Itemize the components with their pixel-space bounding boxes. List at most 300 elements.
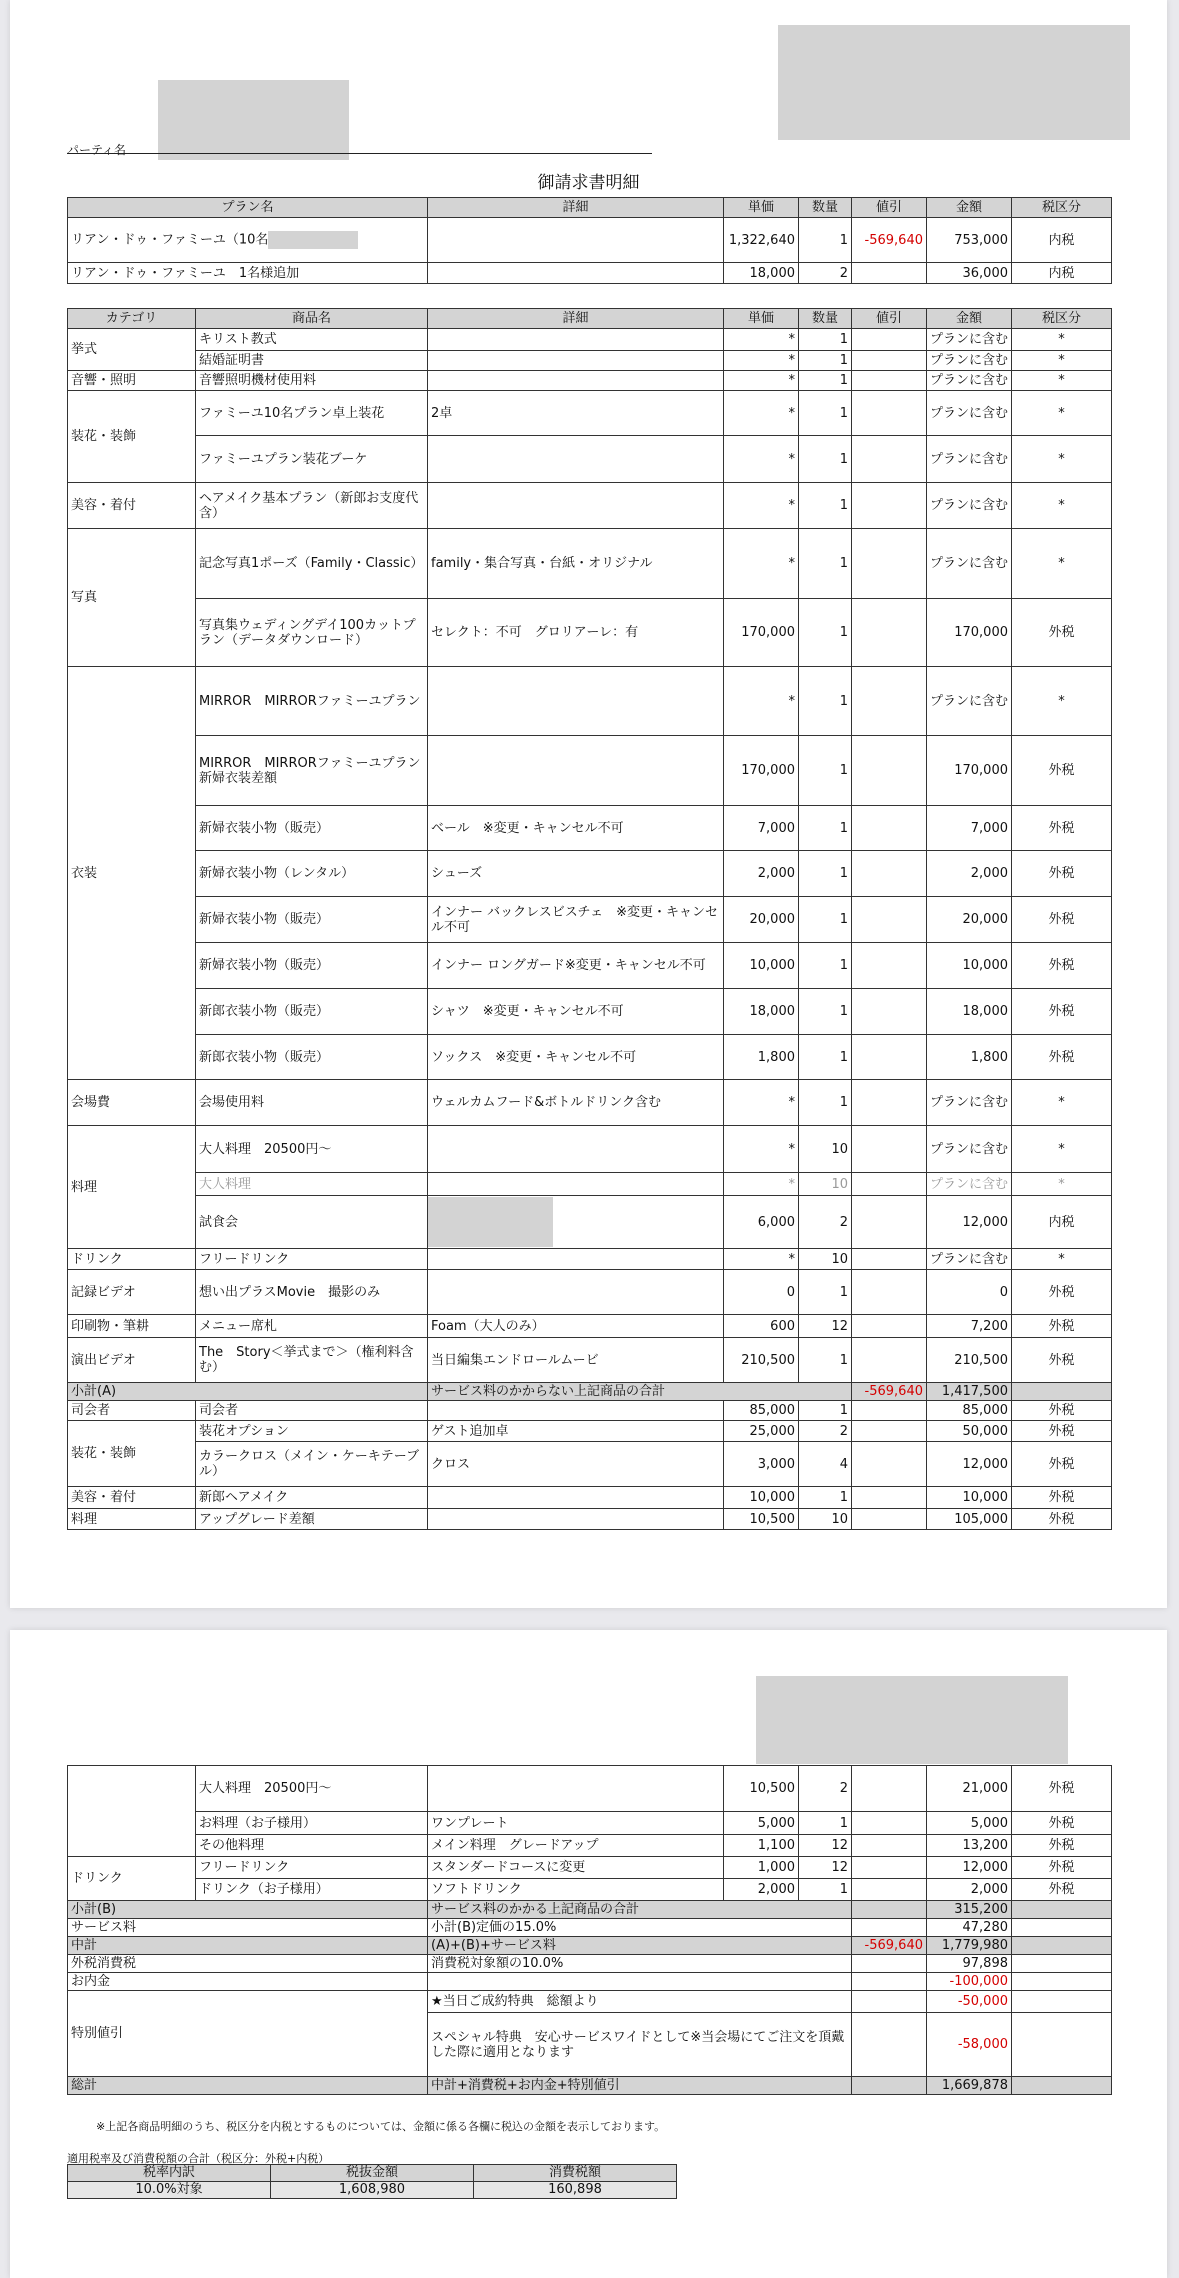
item-discount	[852, 1487, 927, 1509]
plan-tax: 内税	[1012, 263, 1112, 284]
item-category: 演出ビデオ	[68, 1338, 196, 1383]
item-price: *	[724, 1080, 799, 1126]
summary-label: 中計	[68, 1937, 428, 1955]
item-detail	[428, 329, 724, 351]
item-tax: 外税	[1012, 1421, 1112, 1442]
summary-amount: -100,000	[927, 1973, 1012, 1991]
table-row	[68, 897, 1112, 943]
item-discount	[852, 1249, 927, 1270]
item-name: 新婦衣装小物（販売）	[196, 897, 428, 943]
item-discount	[852, 989, 927, 1035]
item-category: 装花・装飾	[68, 391, 196, 483]
table-row	[68, 1338, 1112, 1383]
table-row	[68, 1401, 1112, 1421]
item-discount	[852, 1196, 927, 1249]
item-tax: *	[1012, 436, 1112, 483]
plan-discount: -569,640	[852, 218, 927, 263]
summary-label: サービス料	[68, 1919, 428, 1937]
item-name: 新郎ヘアメイク	[196, 1487, 428, 1509]
item-detail	[428, 736, 724, 806]
item-qty: 4	[799, 1442, 852, 1487]
item-amount: 2,000	[927, 851, 1012, 897]
subtotal-a-row	[68, 1383, 1112, 1401]
item-detail	[428, 1509, 724, 1530]
item-tax: 外税	[1012, 1857, 1112, 1879]
plan-row	[68, 218, 1112, 263]
item-detail	[428, 351, 724, 371]
table-row	[68, 806, 1112, 851]
item-detail: ベール ※変更・キャンセル不可	[428, 806, 724, 851]
item-tax: 外税	[1012, 1766, 1112, 1812]
table-row	[68, 943, 1112, 989]
plan-qty: 2	[799, 263, 852, 284]
item-detail	[428, 436, 724, 483]
empty-cell	[1012, 1919, 1112, 1937]
col-amount: 金額	[927, 309, 1012, 329]
item-discount	[852, 1080, 927, 1126]
item-discount	[852, 806, 927, 851]
item-price: 18,000	[724, 989, 799, 1035]
item-tax: 外税	[1012, 943, 1112, 989]
summary-amount: 315,200	[927, 1901, 1012, 1919]
item-tax: 外税	[1012, 1315, 1112, 1338]
item-amount: 105,000	[927, 1509, 1012, 1530]
table-row	[68, 329, 1112, 351]
item-qty: 1	[799, 989, 852, 1035]
item-qty: 10	[799, 1509, 852, 1530]
col-category: カテゴリ	[68, 309, 196, 329]
item-tax: *	[1012, 1080, 1112, 1126]
item-amount: 1,800	[927, 1035, 1012, 1080]
item-price: *	[724, 436, 799, 483]
item-qty: 1	[799, 1812, 852, 1835]
item-amount: 18,000	[927, 989, 1012, 1035]
item-tax: 外税	[1012, 1812, 1112, 1835]
item-discount	[852, 1766, 927, 1812]
summary-row-special	[68, 1991, 1112, 2013]
item-price: 0	[724, 1270, 799, 1315]
table-row	[68, 1509, 1112, 1530]
item-category: 印刷物・筆耕	[68, 1315, 196, 1338]
summary-amount: -50,000	[927, 1991, 1012, 2013]
item-tax: *	[1012, 1249, 1112, 1270]
summary-detail: ★当日ご成約特典 総額より	[428, 1991, 852, 2013]
summary-discount	[852, 1919, 927, 1937]
item-detail	[428, 1401, 724, 1421]
item-amount: 12,000	[927, 1857, 1012, 1879]
item-category: ドリンク	[68, 1857, 196, 1901]
item-discount	[852, 1509, 927, 1530]
item-price: 210,500	[724, 1338, 799, 1383]
item-name: 新婦衣装小物（販売）	[196, 943, 428, 989]
item-name: 大人料理 20500円〜	[196, 1766, 428, 1812]
empty-cell	[852, 1991, 927, 2013]
item-price: 3,000	[724, 1442, 799, 1487]
item-name: 新婦衣装小物（レンタル）	[196, 851, 428, 897]
item-tax: 外税	[1012, 1270, 1112, 1315]
item-tax: *	[1012, 371, 1112, 391]
taxable-amount: 1,608,980	[271, 2182, 474, 2199]
table-row	[68, 1080, 1112, 1126]
item-amount: 13,200	[927, 1835, 1012, 1857]
summary-discount: -569,640	[852, 1937, 927, 1955]
tax-summary-row	[68, 2182, 677, 2199]
item-detail: ウェルカムフード&ボトルドリンク含む	[428, 1080, 724, 1126]
item-price: 10,000	[724, 1487, 799, 1509]
item-amount: プランに含む	[927, 1173, 1012, 1196]
summary-detail: 消費税対象額の10.0%	[428, 1955, 852, 1973]
document-title: 御請求書明細	[537, 173, 640, 193]
item-tax: 外税	[1012, 1879, 1112, 1901]
item-amount: プランに含む	[927, 1080, 1012, 1126]
table-row	[68, 851, 1112, 897]
table-row	[68, 1249, 1112, 1270]
item-discount	[852, 1173, 927, 1196]
item-name: 会場使用料	[196, 1080, 428, 1126]
item-discount	[852, 897, 927, 943]
col-quantity: 数量	[799, 198, 852, 218]
item-discount	[852, 736, 927, 806]
item-category: 美容・着付	[68, 483, 196, 529]
item-price: *	[724, 529, 799, 599]
plan-amount: 36,000	[927, 263, 1012, 284]
item-detail	[428, 667, 724, 736]
item-tax: 外税	[1012, 1442, 1112, 1487]
col-product-name: 商品名	[196, 309, 428, 329]
item-name: 写真集ウェディングデイ100カットプラン（データダウンロード）	[196, 599, 428, 667]
item-price: 1,800	[724, 1035, 799, 1080]
item-tax: *	[1012, 351, 1112, 371]
item-qty: 1	[799, 329, 852, 351]
empty-cell	[1012, 1937, 1112, 1955]
item-price: 6,000	[724, 1196, 799, 1249]
item-amount: 2,000	[927, 1879, 1012, 1901]
item-qty: 1	[799, 599, 852, 667]
item-price: *	[724, 667, 799, 736]
tax-rate: 10.0%対象	[68, 2182, 271, 2199]
item-amount: プランに含む	[927, 1126, 1012, 1173]
item-price: *	[724, 1173, 799, 1196]
footnote: ※上記各商品明細のうち、税区分を内税とするものについては、金額に係る各欄に税込の金額を表示しております。	[96, 2120, 666, 2133]
item-detail	[428, 371, 724, 391]
item-discount	[852, 1035, 927, 1080]
table-row	[68, 1766, 1112, 1812]
item-name: フリードリンク	[196, 1249, 428, 1270]
summary-discount	[852, 2077, 927, 2095]
item-price: 2,000	[724, 851, 799, 897]
table-row	[68, 351, 1112, 371]
col-tax-type: 税区分	[1012, 198, 1112, 218]
item-discount	[852, 391, 927, 436]
summary-amount: 1,669,878	[927, 2077, 1012, 2095]
tax-summary-table	[67, 2164, 677, 2199]
item-amount: 12,000	[927, 1196, 1012, 1249]
item-discount	[852, 529, 927, 599]
col-tax-type: 税区分	[1012, 309, 1112, 329]
item-name: 想い出プラスMovie 撮影のみ	[196, 1270, 428, 1315]
item-qty: 1	[799, 371, 852, 391]
item-qty: 1	[799, 1401, 852, 1421]
summary-row-subtotal_b	[68, 1901, 1112, 1919]
item-detail	[428, 1249, 724, 1270]
table-row	[68, 1126, 1112, 1173]
item-name: フリードリンク	[196, 1857, 428, 1879]
party-name-label: パーティ名	[67, 143, 127, 157]
plan-detail	[428, 263, 724, 284]
summary-detail: 小計(B)定価の15.0%	[428, 1919, 852, 1937]
summary-label: 総計	[68, 2077, 428, 2095]
item-detail: ソフトドリンク	[428, 1879, 724, 1901]
item-name: 大人料理 20500円〜	[196, 1126, 428, 1173]
item-amount: 10,000	[927, 1487, 1012, 1509]
taxable-amount-header: 税抜金額	[271, 2165, 474, 2182]
item-name: 新婦衣装小物（販売）	[196, 806, 428, 851]
plan-amount: 753,000	[927, 218, 1012, 263]
summary-label: お内金	[68, 1973, 428, 1991]
plan-qty: 1	[799, 218, 852, 263]
empty-cell	[852, 2013, 927, 2077]
item-tax: *	[1012, 529, 1112, 599]
table-row	[68, 483, 1112, 529]
summary-row-tax	[68, 1955, 1112, 1973]
item-amount: 85,000	[927, 1401, 1012, 1421]
summary-label: 特別値引	[68, 1991, 428, 2077]
plan-detail	[428, 218, 724, 263]
item-category: 音響・照明	[68, 371, 196, 391]
col-plan-name: プラン名	[68, 198, 428, 218]
item-qty: 1	[799, 1338, 852, 1383]
item-qty: 1	[799, 897, 852, 943]
item-discount	[852, 371, 927, 391]
redacted-plan-detail	[268, 231, 358, 249]
item-detail: ゲスト追加卓	[428, 1421, 724, 1442]
item-name: アップグレード差額	[196, 1509, 428, 1530]
item-amount: プランに含む	[927, 483, 1012, 529]
item-header-row	[68, 309, 1112, 329]
item-tax: 内税	[1012, 1196, 1112, 1249]
table-row	[68, 1442, 1112, 1487]
item-qty: 1	[799, 351, 852, 371]
summary-row-deposit	[68, 1973, 1112, 1991]
table-row	[68, 1812, 1112, 1835]
item-price: 10,500	[724, 1766, 799, 1812]
item-price: 1,000	[724, 1857, 799, 1879]
summary-label: 小計(B)	[68, 1901, 428, 1919]
empty-cell	[1012, 1955, 1112, 1973]
item-name: 音響照明機材使用料	[196, 371, 428, 391]
redacted-detail	[428, 1197, 553, 1247]
item-category: 司会者	[68, 1401, 196, 1421]
item-detail	[428, 1766, 724, 1812]
item-tax: 外税	[1012, 1487, 1112, 1509]
item-price: *	[724, 351, 799, 371]
item-name: 新郎衣装小物（販売）	[196, 1035, 428, 1080]
col-detail: 詳細	[428, 198, 724, 218]
item-category: 写真	[68, 529, 196, 667]
item-tax: 外税	[1012, 1338, 1112, 1383]
item-price: 600	[724, 1315, 799, 1338]
plan-name: リアン・ドゥ・ファミーユ 1名様追加	[68, 263, 428, 284]
item-price: *	[724, 1249, 799, 1270]
table-row	[68, 599, 1112, 667]
table-row	[68, 436, 1112, 483]
table-row	[68, 1270, 1112, 1315]
item-discount	[852, 1857, 927, 1879]
item-detail: 2卓	[428, 391, 724, 436]
item-category: 美容・着付	[68, 1487, 196, 1509]
item-discount	[852, 851, 927, 897]
plan-table	[67, 197, 1112, 284]
empty-cell	[1012, 1973, 1112, 1991]
item-detail	[428, 1126, 724, 1173]
col-unit-price: 単価	[724, 309, 799, 329]
item-category: ドリンク	[68, 1249, 196, 1270]
empty-cell	[1012, 1901, 1112, 1919]
item-price: 85,000	[724, 1401, 799, 1421]
table-row	[68, 1835, 1112, 1857]
summary-row-service	[68, 1919, 1112, 1937]
item-price: 170,000	[724, 599, 799, 667]
item-qty: 1	[799, 851, 852, 897]
item-amount: 20,000	[927, 897, 1012, 943]
item-discount	[852, 1835, 927, 1857]
empty-cell	[1012, 1383, 1112, 1401]
summary-amount: 1,779,980	[927, 1937, 1012, 1955]
item-name: ドリンク（お子様用）	[196, 1879, 428, 1901]
item-price: 2,000	[724, 1879, 799, 1901]
item-tax: *	[1012, 1173, 1112, 1196]
table-row	[68, 1857, 1112, 1879]
item-discount	[852, 1421, 927, 1442]
item-amount: 10,000	[927, 943, 1012, 989]
item-qty: 2	[799, 1421, 852, 1442]
item-category: 挙式	[68, 329, 196, 371]
item-amount: 0	[927, 1270, 1012, 1315]
item-name: ヘアメイク基本プラン（新郎お支度代含）	[196, 483, 428, 529]
summary-row-middle	[68, 1937, 1112, 1955]
redacted-block	[756, 1676, 1068, 1764]
item-detail	[428, 1173, 724, 1196]
item-qty: 2	[799, 1196, 852, 1249]
col-discount: 値引	[852, 309, 927, 329]
tax-summary-header	[68, 2165, 677, 2182]
item-name: 新郎衣装小物（販売）	[196, 989, 428, 1035]
item-amount: プランに含む	[927, 529, 1012, 599]
item-amount: プランに含む	[927, 667, 1012, 736]
item-qty: 1	[799, 1035, 852, 1080]
item-amount: プランに含む	[927, 391, 1012, 436]
item-discount	[852, 943, 927, 989]
col-quantity: 数量	[799, 309, 852, 329]
item-amount: 7,000	[927, 806, 1012, 851]
table-row	[68, 1196, 1112, 1249]
item-discount	[852, 483, 927, 529]
subtotal-a-discount: -569,640	[852, 1383, 927, 1401]
item-price: 20,000	[724, 897, 799, 943]
item-detail: シャツ ※変更・キャンセル不可	[428, 989, 724, 1035]
item-qty: 12	[799, 1835, 852, 1857]
item-name: メニュー席札	[196, 1315, 428, 1338]
item-amount: 170,000	[927, 736, 1012, 806]
item-qty: 1	[799, 736, 852, 806]
item-discount	[852, 599, 927, 667]
item-price: *	[724, 1126, 799, 1173]
item-price: 10,500	[724, 1509, 799, 1530]
col-detail: 詳細	[428, 309, 724, 329]
item-discount	[852, 1879, 927, 1901]
item-qty: 1	[799, 1487, 852, 1509]
item-name: 司会者	[196, 1401, 428, 1421]
item-price: 7,000	[724, 806, 799, 851]
item-name: キリスト教式	[196, 329, 428, 351]
redacted-block	[778, 25, 1130, 140]
table-row	[68, 1421, 1112, 1442]
summary-discount	[852, 1901, 927, 1919]
item-detail	[428, 1487, 724, 1509]
item-category: 記録ビデオ	[68, 1270, 196, 1315]
item-qty: 1	[799, 436, 852, 483]
item-price: 25,000	[724, 1421, 799, 1442]
item-tax: 外税	[1012, 736, 1112, 806]
item-qty: 10	[799, 1249, 852, 1270]
item-detail: シューズ	[428, 851, 724, 897]
item-tax: *	[1012, 667, 1112, 736]
item-qty: 10	[799, 1126, 852, 1173]
item-table-continued	[67, 1765, 1112, 2095]
table-row	[68, 371, 1112, 391]
item-discount	[852, 1401, 927, 1421]
empty-cell	[1012, 1991, 1112, 2013]
summary-discount	[852, 1955, 927, 1973]
item-category: 会場費	[68, 1080, 196, 1126]
summary-detail: 中計+消費税+お内金+特別値引	[428, 2077, 852, 2095]
subtotal-a-detail: サービス料のかからない上記商品の合計	[428, 1383, 852, 1401]
item-detail: メイン料理 グレードアップ	[428, 1835, 724, 1857]
col-unit-price: 単価	[724, 198, 799, 218]
redacted-party-name	[158, 80, 349, 160]
summary-label: 外税消費税	[68, 1955, 428, 1973]
item-name: 結婚証明書	[196, 351, 428, 371]
item-detail: Foam（大人のみ）	[428, 1315, 724, 1338]
table-row	[68, 529, 1112, 599]
summary-detail: スペシャル特典 安心サービスワイドとして※当会場にてご注文を頂戴した際に適用となります	[428, 2013, 852, 2077]
item-tax: 外税	[1012, 1401, 1112, 1421]
item-qty: 1	[799, 483, 852, 529]
item-detail: スタンダードコースに変更	[428, 1857, 724, 1879]
item-qty: 1	[799, 1879, 852, 1901]
item-table	[67, 308, 1112, 1530]
item-discount	[852, 436, 927, 483]
item-qty: 10	[799, 1173, 852, 1196]
item-name: ファミーユ10名プラン卓上装花	[196, 391, 428, 436]
item-price: 1,100	[724, 1835, 799, 1857]
summary-amount: 47,280	[927, 1919, 1012, 1937]
item-tax: 外税	[1012, 1835, 1112, 1857]
plan-price: 18,000	[724, 263, 799, 284]
item-price: *	[724, 483, 799, 529]
item-detail: セレクト：不可 グロリアーレ：有	[428, 599, 724, 667]
item-qty: 1	[799, 529, 852, 599]
item-amount: プランに含む	[927, 351, 1012, 371]
summary-detail	[428, 1973, 852, 1991]
item-name: お料理（お子様用）	[196, 1812, 428, 1835]
summary-amount: -58,000	[927, 2013, 1012, 2077]
plan-price: 1,322,640	[724, 218, 799, 263]
item-discount	[852, 329, 927, 351]
subtotal-a-amount: 1,417,500	[927, 1383, 1012, 1401]
summary-discount	[852, 1973, 927, 1991]
item-amount: 12,000	[927, 1442, 1012, 1487]
